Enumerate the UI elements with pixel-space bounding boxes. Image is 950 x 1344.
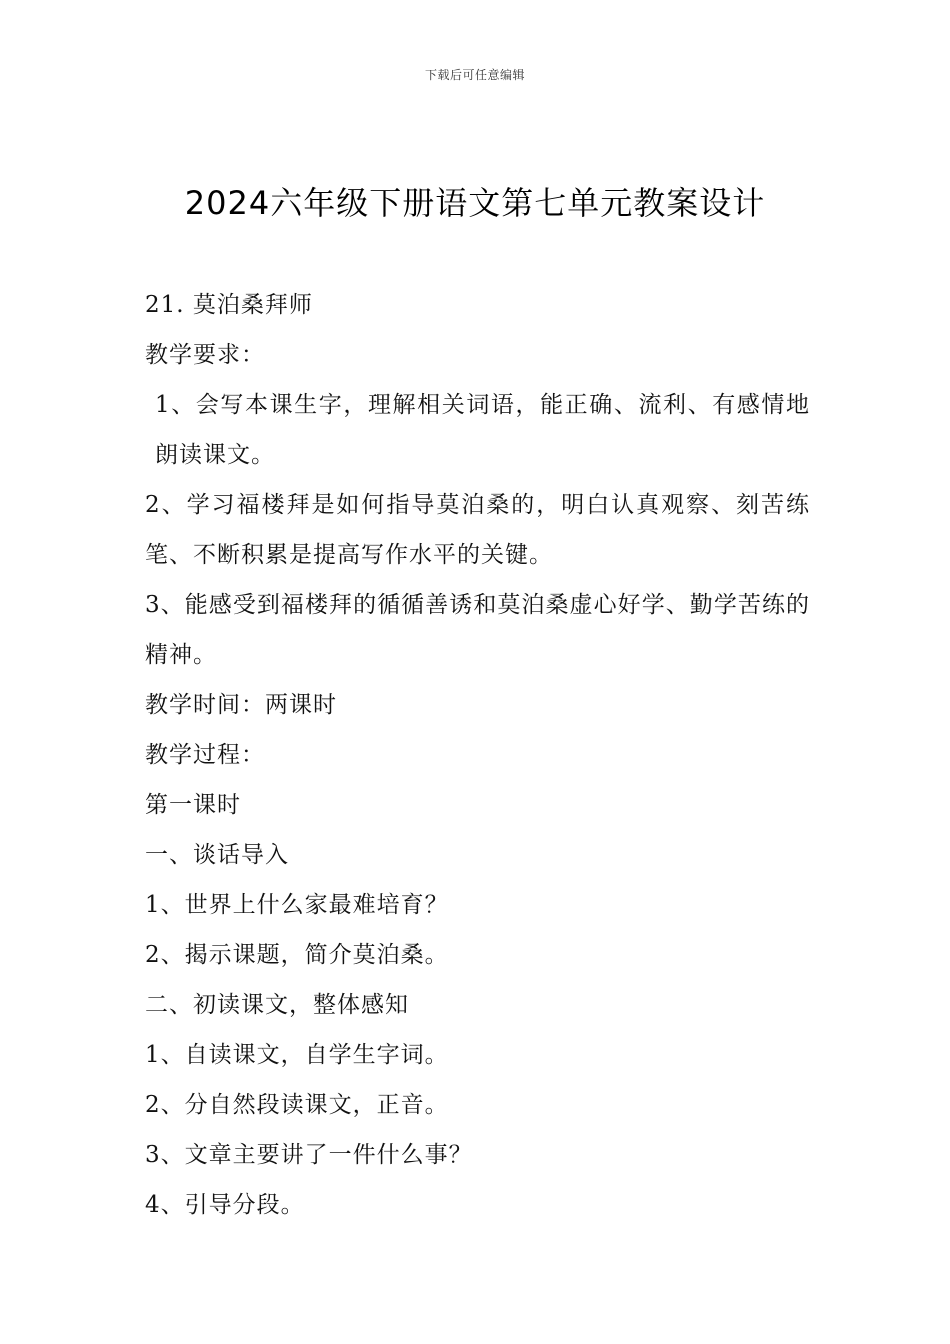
teaching-time: 教学时间：两课时 [145, 692, 337, 718]
reading-item-4: 4、引导分段。 [145, 1192, 305, 1218]
reading-item-3: 3、文章主要讲了一件什么事？ [145, 1142, 473, 1168]
section-label-requirements: 教学要求： [145, 342, 265, 368]
step-heading-intro: 一、谈话导入 [145, 842, 289, 868]
requirement-item-1: 1、会写本课生字，理解相关词语，能正确、流利、有感情地朗读课文。 [155, 392, 810, 468]
intro-item-2: 2、揭示课题，简介莫泊桑。 [145, 942, 449, 968]
reading-item-2: 2、分自然段读课文，正音。 [145, 1092, 449, 1118]
requirement-item-3: 3、能感受到福楼拜的循循善诱和莫泊桑虚心好学、勤学苦练的精神。 [145, 592, 810, 668]
reading-item-1: 1、自读课文，自学生字词。 [145, 1042, 449, 1068]
lesson-heading: 21. 莫泊桑拜师 [145, 292, 313, 318]
document-body [145, 280, 810, 1230]
step-heading-first-reading: 二、初读课文，整体感知 [145, 992, 409, 1018]
first-lesson-heading: 第一课时 [145, 792, 241, 818]
requirement-item-2: 2、学习福楼拜是如何指导莫泊桑的，明白认真观察、刻苦练笔、不断积累是提高写作水平的关键。 [145, 492, 810, 568]
intro-item-1: 1、世界上什么家最难培育？ [145, 892, 449, 918]
section-label-process: 教学过程： [145, 742, 265, 768]
page-header-note: 下载后可任意编辑 [424, 68, 525, 82]
document-title: 2024六年级下册语文第七单元教案设计 [184, 184, 766, 222]
